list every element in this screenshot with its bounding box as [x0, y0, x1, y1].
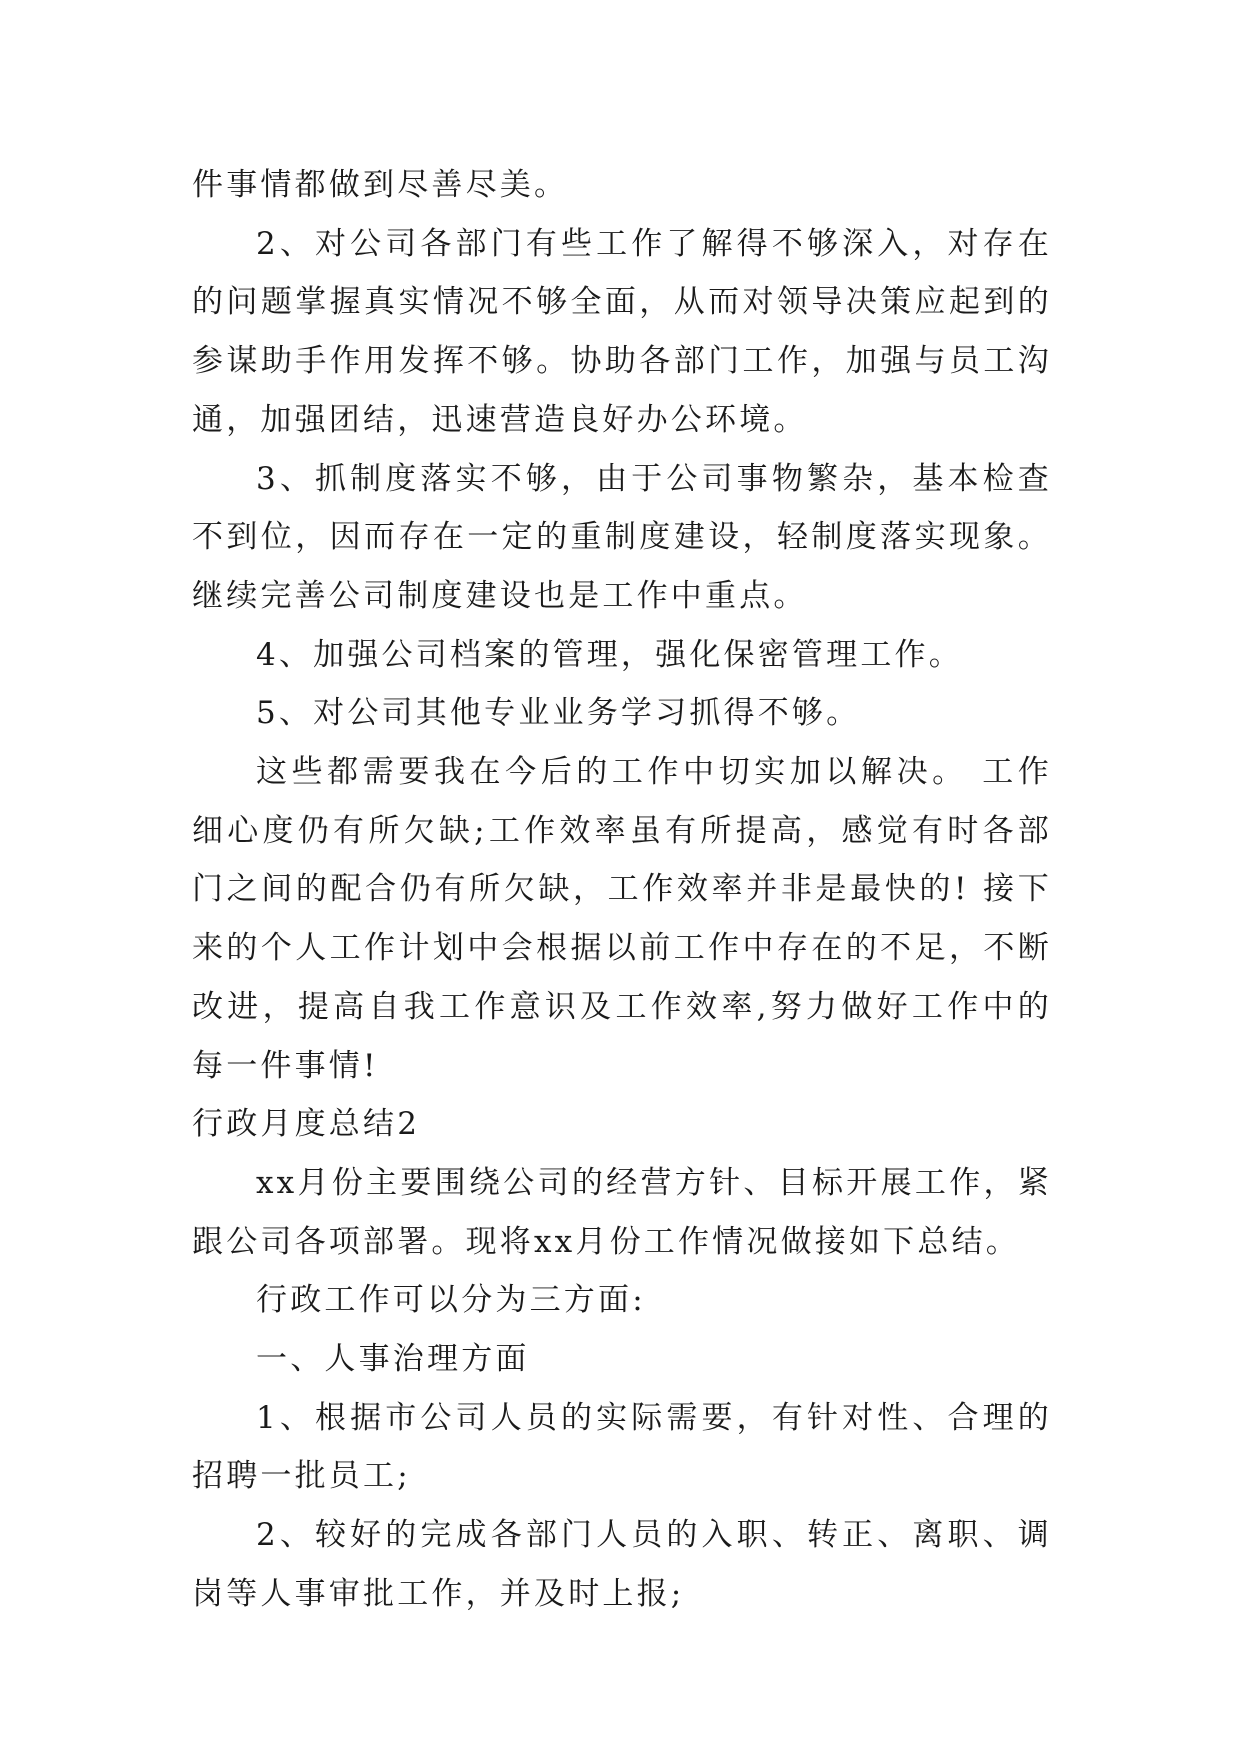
paragraph-intro: xx月份主要围绕公司的经营方针、目标开展工作，紧跟公司各项部署。现将xx月份工作情况做接如下总结。: [192, 1164, 1052, 1260]
paragraph-continuation: 件事情都做到尽善尽美。: [192, 167, 569, 203]
subsection-heading: 一、人事治理方面: [256, 1341, 530, 1378]
paragraph-hr-item-2: 2、较好的完成各部门人员的入职、转正、离职、调岗等人事审批工作，并及时上报;: [192, 1517, 1052, 1612]
paragraph-item-2: 2、对公司各部门有些工作了解得不够深入，对存在的问题掌握真实情况不够全面，从而对领导决策应起到的参谋助手作用发挥不够。协助各部门工作，加强与员工沟通，加强团结，迅速营造良好办公环境。: [192, 225, 1052, 438]
paragraph-overview: 行政工作可以分为三方面:: [256, 1282, 646, 1319]
paragraph-conclusion: 这些都需要我在今后的工作中切实加以解决。 工作细心度仍有所欠缺;工作效率虽有所提高，感觉有时各部门之间的配合仍有所欠缺，工作效率并非是最快的! 接下来的个人工作计划中会根据以前工作中存在的不足，不断改进，提高自我工作意识及工作效率,努力做好工作中的每一件事情!: [192, 754, 1052, 1084]
document-body: [192, 156, 1052, 1624]
paragraph-item-3: 3、抓制度落实不够，由于公司事物繁杂，基本检查不到位，因而存在一定的重制度建设，轻制度落实现象。继续完善公司制度建设也是工作中重点。: [192, 460, 1052, 614]
paragraph-item-4: 4、加强公司档案的管理，强化保密管理工作。: [256, 636, 963, 673]
section-title: 行政月度总结2: [192, 1106, 421, 1143]
paragraph-item-5: 5、对公司其他专业业务学习抓得不够。: [256, 695, 861, 732]
paragraph-hr-item-1: 1、根据市公司人员的实际需要，有针对性、合理的招聘一批员工;: [192, 1399, 1052, 1495]
